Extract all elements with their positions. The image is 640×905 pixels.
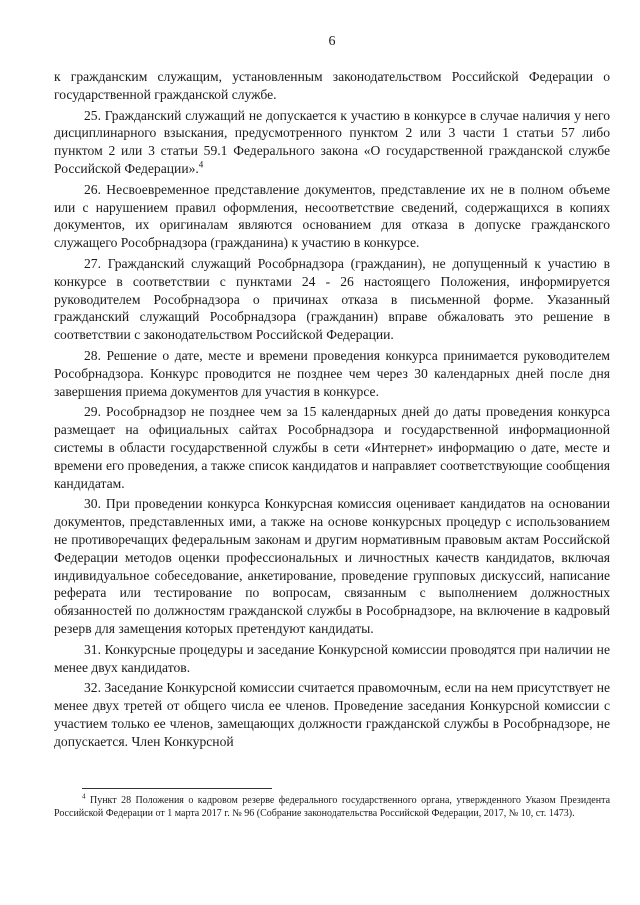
paragraph-32: 32. Заседание Конкурсной комиссии считается правомочным, если на нем присутствует не менее двух третей от общего числа ее членов. Проведение заседания Конкурсной комиссии с участием только ее членов, замещающих должности гражданской службы в Рособрнадзоре, не допускается. Член Конкурсной	[54, 680, 610, 749]
paragraph-28: 28. Решение о дате, месте и времени проведения конкурса принимается руководителем Рособрнадзора. Конкурс проводится не позднее чем через 30 календарных дней после дня завершения приема документов для участия в конкурсе.	[54, 347, 610, 399]
paragraph-continuation: к гражданским служащим, установленным законодательством Российской Федерации о государственной гражданской службе.	[54, 69, 610, 102]
paragraph-25: 25. Гражданский служащий не допускается к участию в конкурсе в случае наличия у него дисциплинарного взыскания, предусмотренного пунктом 2 или 3 части 1 статьи 57 либо пунктом 2 или 3 статьи 59.1 Федерального закона «О государственной гражданской службе Российской Федерации».$^4$	[54, 107, 610, 176]
document-body	[54, 68, 610, 750]
paragraph-30: 30. При проведении конкурса Конкурсная комиссия оценивает кандидатов на основании документов, представленных ими, а также на основе конкурсных процедур с использованием не противоречащих федеральным законам и другим нормативным правовым актам Российской Федерации методов оценки профессиональных и личностных качеств кандидатов, включая индивидуальное собеседование, анкетирование, проведение групповых дискуссий, написание реферата или тестирование по вопросам, связанным с выполнением должностных обязанностей по должностям гражданской службы в Рособрнадзоре, на включение в кадровый резерв для замещения которых претендуют кандидаты.	[54, 496, 610, 636]
footnote-reference: 4	[198, 159, 204, 170]
paragraph-26: 26. Несвоевременное представление документов, представление их не в полном объеме или с нарушением правил оформления, несоответствие сведений, содержащихся в копиях документов, их оригиналам являются основанием для отказа в допуске гражданского служащего Рособрнадзора (гражданина) к участию в конкурсе.	[54, 181, 610, 251]
page-number: 6	[328, 34, 336, 49]
paragraph-31: 31. Конкурсные процедуры и заседание Конкурсной комиссии проводятся при наличии не менее двух кандидатов.	[54, 641, 610, 675]
paragraph-29: 29. Рособрнадзор не позднее чем за 15 календарных дней до даты проведения конкурса размещает на официальных сайтах Рособрнадзора и государственной информационной системы в области государственной службы в сети «Интернет» информацию о дате, месте и времени его проведения, а также список кандидатов и направляет соответствующие сообщения кандидатам.	[54, 404, 610, 491]
footnote-text: Пункт 28 Положения о кадровом резерве федерального государственного органа, утвержденного Указом Президента Российской Федерации от 1 марта 2017 г. № 96 (Собрание законодательства Российской Федерации, 2017, № 10, ст. 1473).	[54, 795, 611, 819]
footnote-mark: 4	[82, 792, 86, 801]
footnote	[54, 792, 611, 820]
paragraph-27: 27. Гражданский служащий Рособрнадзора (гражданин), не допущенный к участию в конкурсе в соответствии с пунктами 24 - 26 настоящего Положения, информируется руководителем Рособрнадзора о причинах отказа в письменной форме. Указанный гражданский служащий Рособрнадзора (гражданин) вправе обжаловать это решение в соответствии с законодательством Российской Федерации.	[54, 255, 610, 343]
footnote-divider	[82, 788, 272, 789]
footnote-area	[54, 788, 610, 820]
